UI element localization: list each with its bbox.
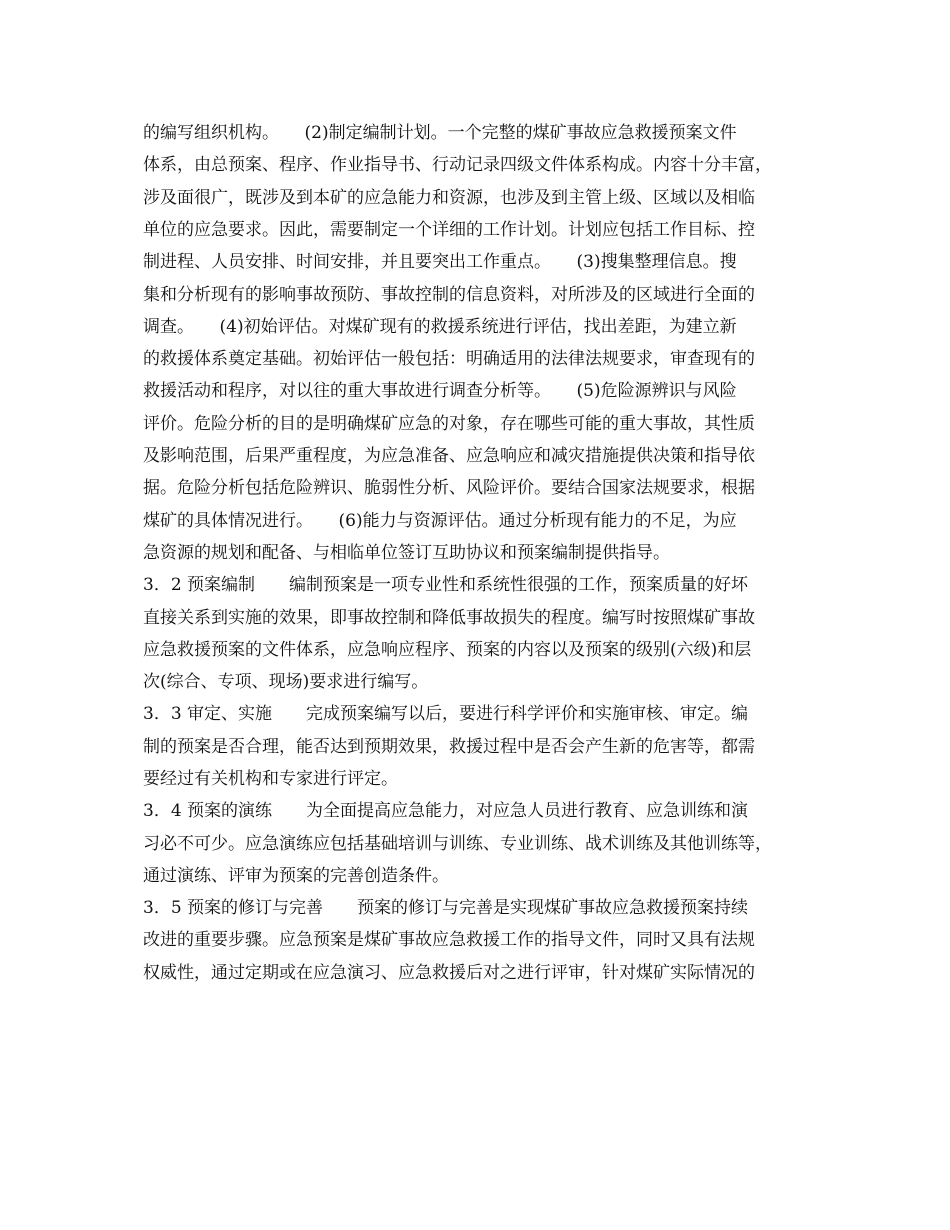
text-line: 次(综合、专项、现场)要求进行编写。 (143, 672, 429, 692)
text-line: 煤矿的具体情况进行。 (6)能力与资源评估。通过分析现有能力的不足，为应 (143, 511, 737, 531)
text-line: 改进的重要步骤。应急预案是煤矿事故应急救援工作的指导文件，同时又具有法规 (143, 930, 755, 950)
section-heading-line: 3．3 审定、实施 完成预案编写以后，要进行科学评价和实施审核、审定。编 (143, 704, 749, 724)
text-line: 权威性，通过定期或在应急演习、应急救援后对之进行评审，针对煤矿实际情况的 (143, 963, 755, 983)
text-line: 调查。 (4)初始评估。对煤矿现有的救援系统进行评估，找出差距，为建立新 (143, 317, 737, 337)
text-line: 直接关系到实施的效果，即事故控制和降低事故损失的程度。编写时按照煤矿事故 (143, 608, 755, 628)
text-line: 单位的应急要求。因此，需要制定一个详细的工作计划。计划应包括工作目标、控 (143, 220, 755, 240)
text-line: 习必不可少。应急演练应包括基础培训与训练、专业训练、战术训练及其他训练等， (143, 834, 772, 854)
section-heading-line: 3．2 预案编制 编制预案是一项专业性和系统性很强的工作，预案质量的好坏 (143, 575, 749, 595)
text-line: 评价。危险分析的目的是明确煤矿应急的对象，存在哪些可能的重大事故，其性质 (143, 414, 755, 434)
text-line: 的编写组织机构。 (2)制定编制计划。一个完整的煤矿事故应急救援预案文件 (143, 123, 737, 143)
text-line: 涉及面很广，既涉及到本矿的应急能力和资源，也涉及到主管上级、区域以及相临 (143, 188, 755, 208)
text-line: 集和分析现有的影响事故预防、事故控制的信息资料，对所涉及的区域进行全面的 (143, 285, 755, 305)
text-line: 体系，由总预案、程序、作业指导书、行动记录四级文件体系构成。内容十分丰富， (143, 155, 772, 175)
text-line: 急资源的规划和配备、与相临单位签订互助协议和预案编制提供指导。 (143, 543, 670, 563)
text-line: 应急救援预案的文件体系，应急响应程序、预案的内容以及预案的级别(六级)和层 (143, 640, 752, 660)
text-line: 制的预案是否合理，能否达到预期效果，救援过程中是否会产生新的危害等，都需 (143, 737, 755, 757)
section-heading-line: 3．5 预案的修订与完善 预案的修订与完善是实现煤矿事故应急救援预案持续 (143, 898, 749, 918)
text-line: 的救援体系奠定基础。初始评估一般包括：明确适用的法律法规要求，审查现有的 (143, 349, 755, 369)
section-heading-line: 3．4 预案的演练 为全面提高应急能力，对应急人员进行教育、应急训练和演 (143, 801, 749, 821)
text-line: 救援活动和程序，对以往的重大事故进行调查分析等。 (5)危险源辨识与风险 (143, 381, 737, 401)
text-line: 要经过有关机构和专家进行评定。 (143, 769, 398, 789)
text-line: 及影响范围，后果严重程度，为应急准备、应急响应和减灾措施提供决策和指导依 (143, 446, 755, 466)
text-line: 制进程、人员安排、时间安排，并且要突出工作重点。 (3)搜集整理信息。搜 (143, 252, 737, 272)
text-line: 通过演练、评审为预案的完善创造条件。 (143, 866, 449, 886)
text-line: 据。危险分析包括危险辨识、脆弱性分析、风险评价。要结合国家法规要求，根据 (143, 478, 755, 498)
